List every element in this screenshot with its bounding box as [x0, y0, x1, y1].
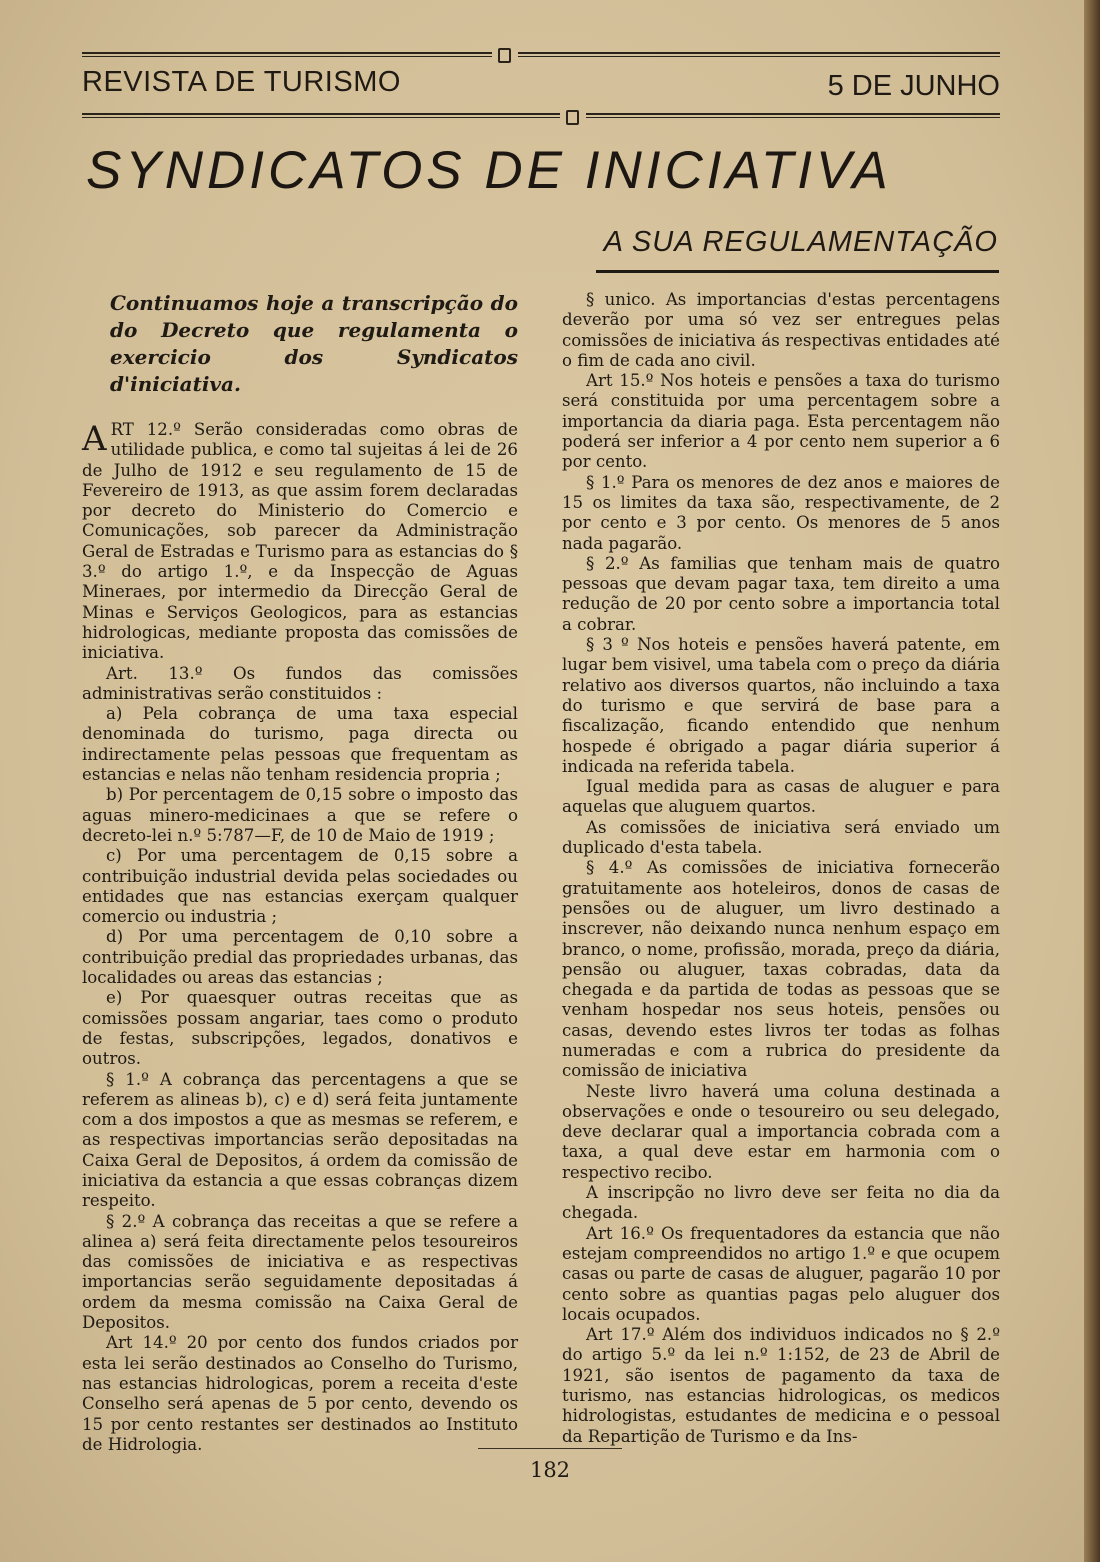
article-title: SYNDICATOS DE INICIATIVA — [86, 141, 892, 200]
article-subtitle: A SUA REGULAMENTAÇÃO — [603, 226, 998, 258]
paragraph-item-a: a) Pela cobrança de uma taxa especial denominada do turismo, paga directa ou indirectamente pelas pessoas que frequentam as estancias e nelas não tenham residencia propria ; — [82, 704, 518, 785]
paragraph-art-14: Art 14.º 20 por cento dos fundos criados por esta lei serão destinados ao Conselho do Turismo, nas estancias hidrologicas, porem a receita d'este Conselho será apenas de 5 por cento, devendo os 15 por cento restantes ser destinados ao Instituto de Hidrologia. — [82, 1333, 518, 1454]
page-number-rule — [478, 1448, 622, 1449]
right-column — [562, 290, 1000, 1447]
paragraph-art-15: Art 15.º Nos hoteis e pensões a taxa do turismo será constituida por uma percentagem sobre a importancia da diaria paga. Esta percentagem não poderá ser inferior a 4 por cento nem superior a 6 por cento. — [562, 371, 1000, 472]
page-number: 182 — [529, 1458, 571, 1482]
paragraph-art-12: ART 12.º Serão consideradas como obras de utilidade publica, e como tal sujeitas á lei de 26 de Julho de 1912 e seu regulamento de 15 de Fevereiro de 1913, as que assim forem declaradas por decreto do Ministerio do Comercio e Comunicações, sob parecer da Administração Geral de Estradas e Turismo para as estancias do § 3.º do artigo 1.º, e da Inspecção de Aguas Mineraes, por intermedio da Direcção Geral de Minas e Serviços Geologicos, para as estancias hidrologicas, mediante proposta das comissões de iniciativa. — [82, 419, 518, 663]
header-ornament-bottom — [566, 110, 579, 125]
paragraph-observations: Neste livro haverá uma coluna destinada a observações e onde o tesoureiro ou seu delegado, deve declarar qual a importancia cobrada com a taxa, a qual deve estar em harmonia com o respectivo recibo. — [562, 1081, 1000, 1182]
subtitle-rule — [596, 270, 999, 273]
header-rule-top-left — [82, 52, 492, 57]
paragraph-art-17: Art 17.º Além dos individuos indicados no § 2.º do artigo 5.º da lei n.º 1:152, de 23 de Abril de 1921, são isentos de pagamento da taxa de turismo, nas estancias hidrologicas, os medicos hidrologistas, estudantes de medicina e o pessoal da Repartição de Turismo e da Ins- — [562, 1325, 1000, 1446]
header-rule-bottom-left — [82, 113, 560, 118]
paragraph-item-b: b) Por percentagem de 0,15 sobre o imposto das aguas minero-medicinaes a que se refere o decreto-lei n.º 5:787—F, de 10 de Maio de 1919 ; — [82, 785, 518, 845]
header-rule-top-right — [518, 52, 1000, 57]
paragraph-section-2: § 2.º As familias que tenham mais de quatro pessoas que devam pagar taxa, tem direito a uma redução de 20 por cento sobre a importancia total a cobrar. — [562, 553, 1000, 634]
paragraph-art-16: Art 16.º Os frequentadores da estancia que não estejam compreendidos no artigo 1.º e que ocupem casas ou parte de casas de aluguer, pagarão 10 por cento sobre as quantias pagas pelo aluguer dos locais ocupados. — [562, 1223, 1000, 1324]
left-column — [82, 290, 518, 1455]
paragraph-section-1: § 1.º A cobrança das percentagens a que se referem as alineas b), c) e d) será feita juntamente com a dos impostos a que as mesmas se referem, e as respectivas importancias serão depositadas na Caixa Geral de Depositos, á ordem da comissão de iniciativa da estancia a que essas cobranças dizem respeito. — [82, 1069, 518, 1211]
issue-date: 5 DE JUNHO — [827, 70, 1000, 102]
paragraph-item-c: c) Por uma percentagem de 0,15 sobre a contribuição industrial devida pelas sociedades ou entidades que nas estancias exerçam qualquer comercio ou industria ; — [82, 846, 518, 927]
intro-note: Continuamos hoje a transcripção do do Decreto que regulamenta o exercicio dos Syndicatos d'iniciativa. — [110, 291, 518, 396]
paragraph-section-2: § 2.º A cobrança das receitas a que se refere a alinea a) será feita directamente pelos tesoureiros das comissões de iniciativa e as respectivas importancias serão seguidamente depositadas á ordem da mesma comissão na Caixa Geral de Depositos. — [82, 1211, 518, 1333]
paragraph-item-e: e) Por quaesquer outras receitas que as comissões possam angariar, taes como o produto de festas, subscripções, legados, donativos e outros. — [82, 988, 518, 1069]
paragraph-inscription: A inscripção no livro deve ser feita no dia da chegada. — [562, 1183, 1000, 1223]
paragraph-art-13: Art. 13.º Os fundos das comissões administrativas serão constituidos : — [82, 663, 518, 703]
paragraph-section-1: § 1.º Para os menores de dez anos e maiores de 15 os limites da taxa são, respectivamente, de 2 por cento e 3 por cento. Os menores de 5 anos nada pagarão. — [562, 472, 1000, 553]
paragraph-section-3: § 3 º Nos hoteis e pensões haverá patente, em lugar bem visivel, uma tabela com o preço da diária relativo aos diversos quartos, não incluindo a taxa do turismo e que servirá de base para a fiscalização, ficando entendido que nenhum hospede é obrigado a pagar diária superior á indicada na referida tabela. — [562, 635, 1000, 776]
drop-cap: A — [82, 419, 107, 459]
page-edge-shadow — [1084, 0, 1100, 1562]
paragraph-item-d: d) Por uma percentagem de 0,10 sobre a contribuição predial das propriedades urbanas, das localidades ou areas das estancias ; — [82, 927, 518, 988]
paragraph-section-unico: § unico. As importancias d'estas percentagens deverão por uma só vez ser entregues pelas comissões de iniciativa ás respectivas entidades até o fim de cada ano civil. — [562, 290, 1000, 370]
paragraph-duplicate-table: As comissões de iniciativa será enviado um duplicado d'esta tabela. — [562, 817, 1000, 858]
header-ornament-top — [498, 48, 511, 63]
paragraph-rental-houses: Igual medida para as casas de aluguer e para aquelas que aluguem quartos. — [562, 777, 1000, 817]
header-rule-bottom-right — [586, 113, 1000, 118]
journal-name: REVISTA DE TURISMO — [82, 66, 401, 98]
paragraph-section-4: § 4.º As comissões de iniciativa fornecerão gratuitamente aos hoteleiros, donos de casas de pensões ou de aluguer, um livro destinado a inscrever, não deixando nunca nenhum espaço em branco, o nome, profissão, morada, preço da diária, pensão ou aluguer, taxas cobradas, data da chegada e da partida de todas as pessoas que se venham hospedar nos seus hoteis, pensões ou casas, devendo estes livros ter todas as folhas numeradas e com a rubrica do presidente da comissão de iniciativa — [562, 858, 1000, 1081]
